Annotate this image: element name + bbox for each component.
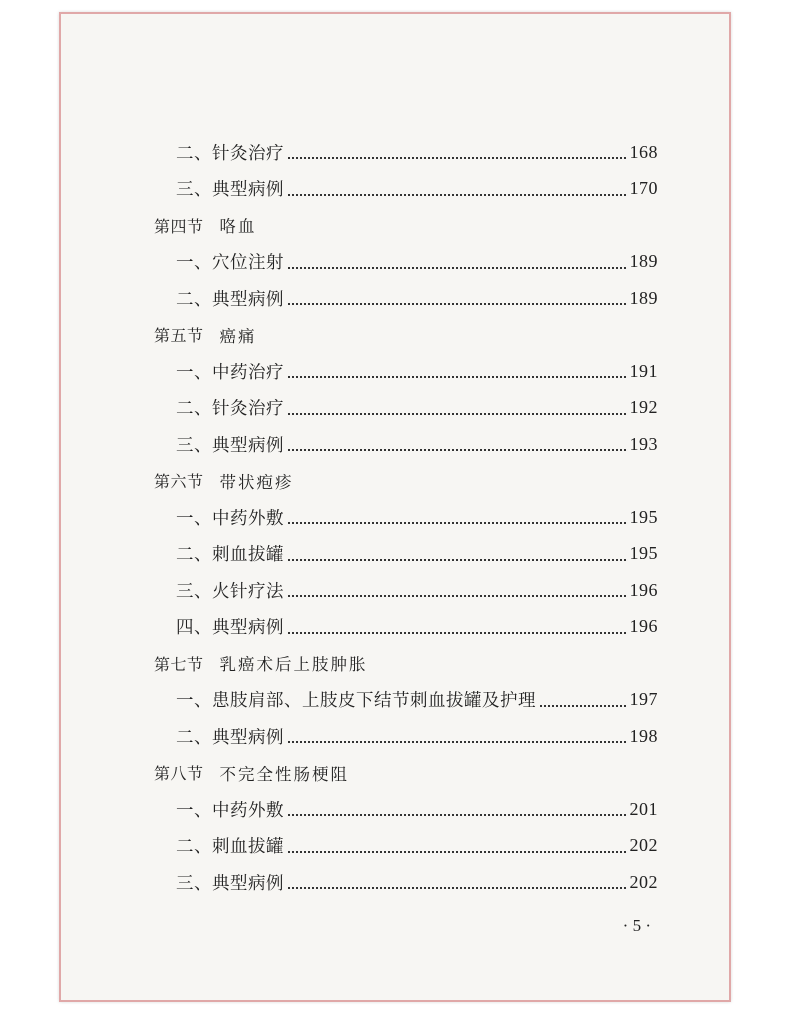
section-number: 第八节 <box>154 764 204 784</box>
entry-label: 一、穴位注射 <box>176 253 284 274</box>
dot-leader <box>288 376 626 378</box>
page-number: · 5 · <box>622 916 651 935</box>
section-title: 带状疱疹 <box>219 472 294 492</box>
entry-page-number: 198 <box>629 725 658 746</box>
entry-page-number: 202 <box>629 871 658 892</box>
dot-leader <box>540 705 626 707</box>
entry-page-number: 170 <box>629 178 658 199</box>
toc-section-heading <box>154 645 658 682</box>
toc-entry <box>154 536 658 573</box>
dot-leader <box>288 303 626 305</box>
toc-entry <box>154 353 658 390</box>
dot-leader <box>288 449 626 451</box>
dot-leader <box>288 157 626 159</box>
entry-label: 三、典型病例 <box>176 180 284 201</box>
table-of-contents <box>154 134 658 901</box>
dot-leader <box>288 595 626 597</box>
entry-label: 四、典型病例 <box>176 618 284 639</box>
entry-label: 三、典型病例 <box>176 435 284 456</box>
dot-leader <box>288 851 626 853</box>
dot-leader <box>288 267 626 269</box>
entry-label: 一、中药外敷 <box>176 508 284 529</box>
entry-page-number: 202 <box>629 835 658 856</box>
dot-leader <box>288 559 626 561</box>
entry-page-number: 197 <box>629 689 658 710</box>
toc-entry <box>154 718 658 755</box>
entry-label: 二、刺血拔罐 <box>176 837 284 858</box>
entry-page-number: 192 <box>629 397 658 418</box>
dot-leader <box>288 887 626 889</box>
toc-entry <box>154 280 658 317</box>
section-title: 咯血 <box>219 217 257 237</box>
section-number: 第七节 <box>154 654 204 674</box>
dot-leader <box>288 741 626 743</box>
entry-page-number: 193 <box>629 433 658 454</box>
dot-leader <box>288 194 626 196</box>
section-number: 第四节 <box>154 216 204 236</box>
toc-entry <box>154 609 658 646</box>
toc-entry <box>154 682 658 719</box>
section-number: 第五节 <box>154 326 204 346</box>
toc-entry <box>154 426 658 463</box>
toc-entry <box>154 499 658 536</box>
toc-entry <box>154 244 658 281</box>
dot-leader <box>288 413 626 415</box>
section-number: 第六节 <box>154 472 204 492</box>
dot-leader <box>288 522 626 524</box>
entry-page-number: 196 <box>629 616 658 637</box>
entry-page-number: 189 <box>629 287 658 308</box>
entry-page-number: 201 <box>629 798 658 819</box>
toc-entry <box>154 791 658 828</box>
entry-label: 一、患肢肩部、上肢皮下结节刺血拔罐及护理 <box>176 691 536 712</box>
entry-page-number: 168 <box>629 141 658 162</box>
toc-entry <box>154 572 658 609</box>
entry-page-number: 195 <box>629 543 658 564</box>
toc-entry <box>154 171 658 208</box>
toc-section-heading <box>154 317 658 354</box>
section-title: 不完全性肠梗阻 <box>219 764 350 784</box>
toc-section-heading <box>154 207 658 244</box>
entry-page-number: 195 <box>629 506 658 527</box>
toc-entry <box>154 864 658 901</box>
entry-label: 二、针灸治疗 <box>176 143 284 164</box>
entry-label: 一、中药外敷 <box>176 800 284 821</box>
dot-leader <box>288 814 626 816</box>
book-page <box>59 12 731 1002</box>
entry-label: 二、典型病例 <box>176 289 284 310</box>
toc-entry <box>154 390 658 427</box>
toc-entry <box>154 134 658 171</box>
dot-leader <box>288 632 626 634</box>
section-title: 乳癌术后上肢肿胀 <box>219 655 368 675</box>
toc-section-heading <box>154 755 658 792</box>
entry-label: 二、典型病例 <box>176 727 284 748</box>
entry-label: 三、火针疗法 <box>176 581 284 602</box>
entry-page-number: 196 <box>629 579 658 600</box>
entry-label: 三、典型病例 <box>176 873 284 894</box>
entry-label: 二、刺血拔罐 <box>176 545 284 566</box>
entry-label: 一、中药治疗 <box>176 362 284 383</box>
entry-page-number: 191 <box>629 360 658 381</box>
section-title: 癌痛 <box>219 326 257 346</box>
toc-section-heading <box>154 463 658 500</box>
entry-page-number: 189 <box>629 251 658 272</box>
toc-entry <box>154 828 658 865</box>
entry-label: 二、针灸治疗 <box>176 399 284 420</box>
